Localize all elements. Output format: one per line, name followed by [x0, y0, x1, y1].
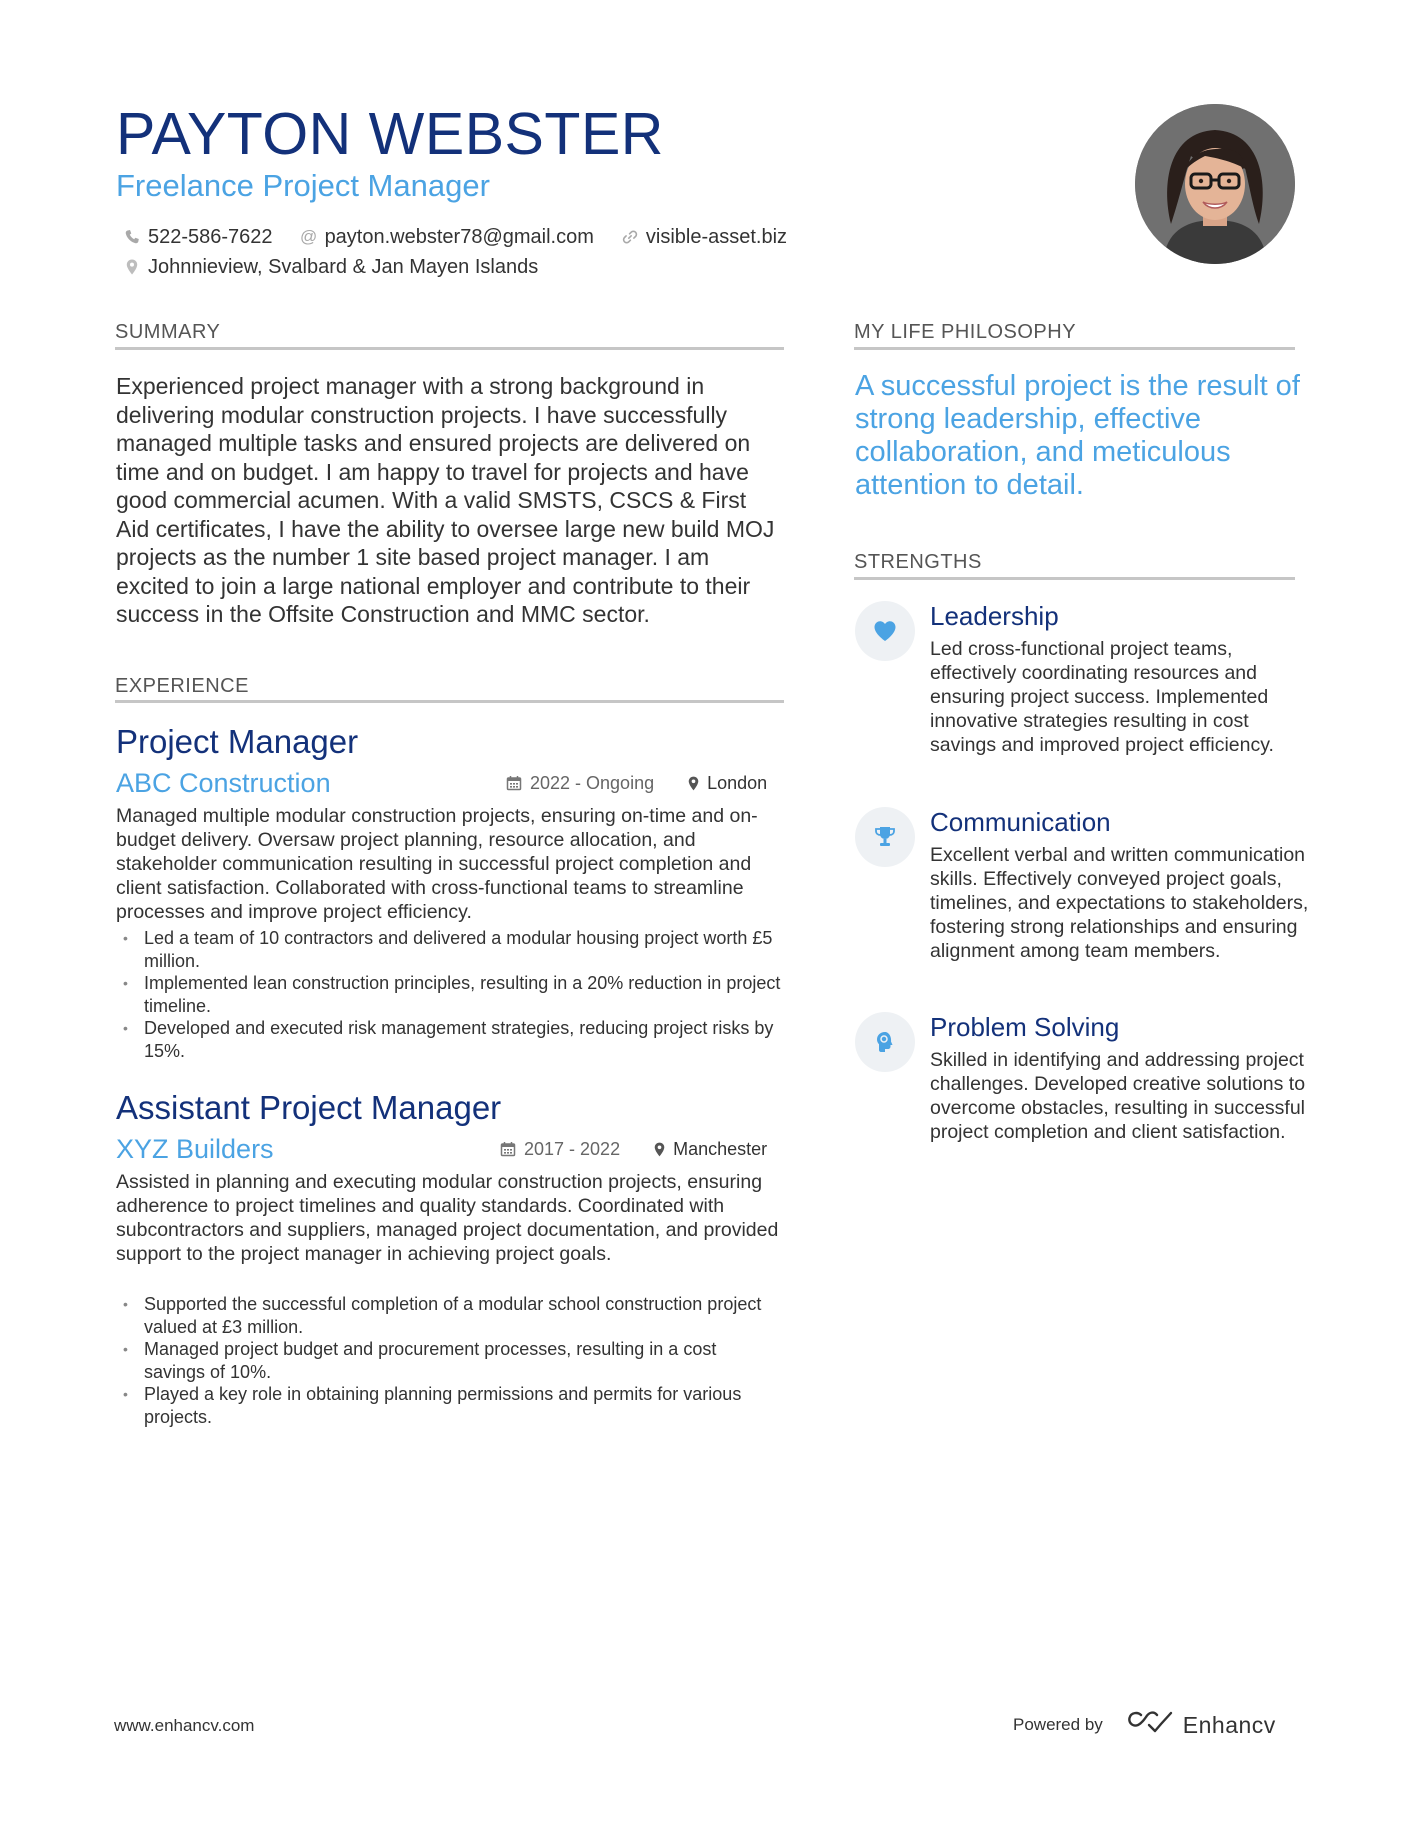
list-item: • Supported the successful completion of a modular school construction project valued at £3 million. [116, 1293, 781, 1338]
summary-heading: SUMMARY [115, 321, 221, 343]
job-achievements [116, 1293, 781, 1428]
candidate-title: Freelance Project Manager [116, 168, 490, 203]
website-text: visible-asset.biz [645, 226, 788, 248]
brand-name: Enhancv [1182, 1711, 1276, 1738]
summary-text: Experienced project manager with a strong background in delivering modular construction projects. I have successfully managed multiple tasks and ensured projects are delivered on time and on budget. I am happy to travel for projects and have good commercial acumen. With a valid SMSTS, CSCS & First Aid certificates, I have the ability to oversee large new build MOJ projects as the number 1 site based project manager. I am excited to join a large national employer and contribute to their success in the Offsite Construction and MMC sector. [116, 373, 775, 627]
strengths-divider [854, 577, 1295, 580]
job-title: Project Manager [116, 723, 359, 760]
strength-description: Skilled in identifying and addressing project challenges. Developed creative solutions to overcome obstacles, resulting in successful project completion and client satisfaction. [930, 1049, 1306, 1143]
map-pin-icon [688, 776, 699, 791]
website-contact[interactable] [622, 222, 787, 252]
job-meta [506, 771, 774, 795]
heart-icon [855, 601, 915, 661]
job-achievements [116, 927, 781, 1062]
candidate-name: PAYTON WEBSTER [116, 101, 664, 167]
brand-logo[interactable] [1127, 1710, 1276, 1740]
job-location: London [707, 773, 768, 793]
company-name: XYZ Builders [116, 1134, 274, 1164]
at-icon: @ [299, 227, 318, 246]
contact-info [124, 222, 884, 282]
email-contact[interactable] [301, 222, 594, 252]
footer-branding [1013, 1710, 1276, 1740]
experience-heading: EXPERIENCE [115, 675, 249, 697]
brain-icon [855, 1012, 915, 1072]
job-dates: 2017 - 2022 [524, 1139, 621, 1159]
map-pin-icon [124, 259, 140, 275]
job-dates: 2022 - Ongoing [530, 773, 655, 793]
footer-website[interactable]: www.enhancv.com [114, 1716, 255, 1735]
job-description: Assisted in planning and executing modular construction projects, ensuring adherence to project timelines and quality standards. Coordinated with subcontractors and suppliers, managed project documentation, and provided support to the project manager in achieving project goals. [116, 1171, 779, 1265]
location-text: Johnnieview, Svalbard & Jan Mayen Islands [148, 256, 539, 278]
email-text: payton.webster78@gmail.com [324, 226, 594, 248]
calendar-icon [500, 1141, 516, 1157]
experience-divider [115, 700, 784, 703]
strengths-heading: STRENGTHS [854, 551, 982, 573]
list-item: • Implemented lean construction principles, resulting in a 20% reduction in project timeline. [116, 972, 781, 1017]
avatar [1135, 104, 1295, 264]
list-item: • Managed project budget and procurement processes, resulting in a cost savings of 10%. [116, 1338, 781, 1383]
company-name: ABC Construction [116, 768, 331, 798]
summary-divider [115, 347, 784, 350]
strength-description: Excellent verbal and written communication skills. Effectively conveyed project goals, timelines, and expectations to stakeholders, fostering strong relationships and ensuring alignment among team members. [930, 844, 1309, 962]
strength-title: Communication [930, 807, 1111, 837]
location-contact [124, 252, 538, 282]
job-meta [500, 1137, 774, 1161]
trophy-icon [855, 807, 915, 867]
phone-icon [124, 229, 140, 245]
map-pin-icon [654, 1142, 665, 1157]
strength-title: Leadership [930, 601, 1059, 631]
job-title: Assistant Project Manager [116, 1089, 502, 1126]
philosophy-quote: A successful project is the result of strong leadership, effective collaboration, and meticulous attention to detail. [855, 370, 1300, 501]
strength-title: Problem Solving [930, 1012, 1120, 1042]
philosophy-divider [854, 347, 1295, 350]
phone-text: 522-586-7622 [148, 226, 273, 248]
job-location: Manchester [673, 1139, 768, 1159]
philosophy-heading: MY LIFE PHILOSOPHY [854, 321, 1077, 343]
phone-contact[interactable] [124, 222, 273, 252]
strength-description: Led cross-functional project teams, effectively coordinating resources and ensuring project success. Implemented innovative strategies resulting in cost savings and improved project efficiency. [930, 638, 1274, 756]
list-item: • Led a team of 10 contractors and delivered a modular housing project worth £5 million. [116, 927, 781, 972]
powered-by-label: Powered by [1013, 1715, 1103, 1734]
enhancv-logo-icon [1127, 1710, 1173, 1740]
link-icon [622, 229, 638, 245]
job-description: Managed multiple modular construction projects, ensuring on-time and on-budget delivery. Oversaw project planning, resource allocation, and stakeholder communication resulting in successful project completion and client satisfaction. Collaborated with cross-functional teams to streamline processes and improve project efficiency. [116, 805, 758, 923]
list-item: • Played a key role in obtaining planning permissions and permits for various projects. [116, 1383, 781, 1428]
list-item: • Developed and executed risk management strategies, reducing project risks by 15%. [116, 1017, 781, 1062]
calendar-icon [506, 775, 522, 791]
